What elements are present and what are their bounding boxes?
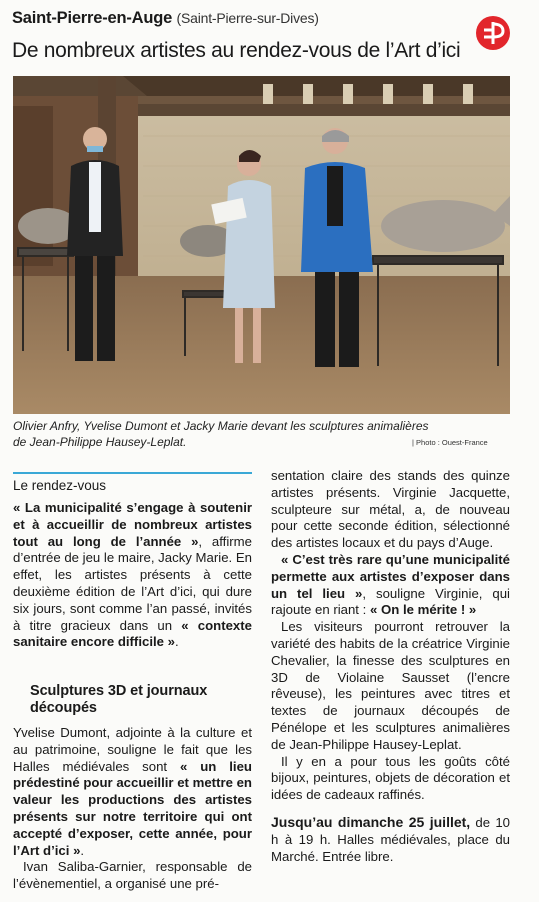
text: , affirme d’entrée de jeu le maire, Jacky Marie. En effet, les artistes présents à cette deuxième édition de l’Art d’ici, qui dure six jours, sont comme l’an passé, invités à titre gracieux dans un bbox=[13, 533, 252, 633]
paragraph bbox=[13, 725, 252, 859]
article-column-1 bbox=[13, 500, 252, 651]
paragraph: Les visiteurs pourront retrouver la variété des habits de la créatrice Virginie Chevalier, la finesse des sculptures en 3D de Violaine Sausset (l’encre rêveuse), les peintures avec titres et textes de journaux découpés de Pénélope et les sculptures animalières de Jean-Philippe Hausey-Leplat. bbox=[271, 619, 510, 752]
quote: « C’est très rare qu’une municipalité permette aux artistes d’exposer dans un tel lieu » bbox=[271, 551, 510, 601]
dates: Jusqu’au dimanche 25 juillet, bbox=[271, 813, 471, 830]
article-column-1-cont bbox=[13, 725, 252, 893]
text: de 10 h à 19 h. Halles médiévales, place du Marché. Entrée libre. bbox=[271, 814, 510, 864]
text: . bbox=[80, 842, 85, 858]
quote: « On le mérite ! » bbox=[369, 602, 477, 618]
caption-line-2: de Jean-Philippe Hausey-Leplat. bbox=[13, 434, 187, 449]
quote: « contexte sanitaire encore difficile » bbox=[13, 617, 252, 650]
photo-credit: | Photo : Ouest-France bbox=[412, 438, 488, 447]
quote: « La municipalité s’engage à soutenir et à accueillir de nombreux artistes tout au long de l’année » bbox=[13, 500, 252, 549]
town-name: Saint-Pierre-en-Auge bbox=[12, 9, 173, 27]
town-subtitle: (Saint-Pierre-sur-Dives) bbox=[176, 10, 319, 26]
headline: De nombreux artistes au rendez-vous de l’Art d’ici bbox=[12, 39, 461, 62]
article-photo bbox=[13, 76, 510, 414]
paragraph bbox=[271, 552, 510, 619]
quote: « un lieu prédestiné pour accueillir et mettre en valeur les productions des artistes présents sur notre territoire qui ont accepté d’exposer, cette année, pour l’Art d’ici » bbox=[13, 758, 252, 858]
section-label: Le rendez-vous bbox=[13, 478, 107, 493]
article-kicker bbox=[12, 9, 319, 28]
paragraph: Il y en a pour tous les goûts côté bijoux, peintures, objets de décoration et idées de cadeaux raffinés. bbox=[271, 753, 510, 803]
caption-line-1: Olivier Anfry, Yvelise Dumont et Jacky Marie devant les sculptures animalières bbox=[13, 419, 429, 433]
ouest-france-logo-icon bbox=[476, 16, 510, 50]
text: Yvelise Dumont, adjointe à la culture et au patrimoine, souligne le fait que les Halles médiévales sont bbox=[13, 725, 252, 774]
section-rule bbox=[13, 472, 252, 474]
text: . bbox=[174, 634, 179, 650]
article-column-2 bbox=[271, 468, 510, 865]
practical-info bbox=[271, 814, 510, 865]
subheading: Sculptures 3D et journaux découpés bbox=[30, 683, 208, 716]
paragraph bbox=[13, 500, 252, 651]
text: , souligne Virginie, qui rajoute en riant : bbox=[271, 585, 510, 618]
paragraph: Ivan Saliba-Garnier, responsable de l’évènementiel, a organisé une pré- bbox=[13, 859, 252, 892]
paragraph: sentation claire des stands des quinze artistes présents. Virginie Jacquette, sculpteure sur métal, a, de nouveau pour cette seconde édition, sélectionné des artistes locaux et du pays d’Auge. bbox=[271, 468, 510, 551]
